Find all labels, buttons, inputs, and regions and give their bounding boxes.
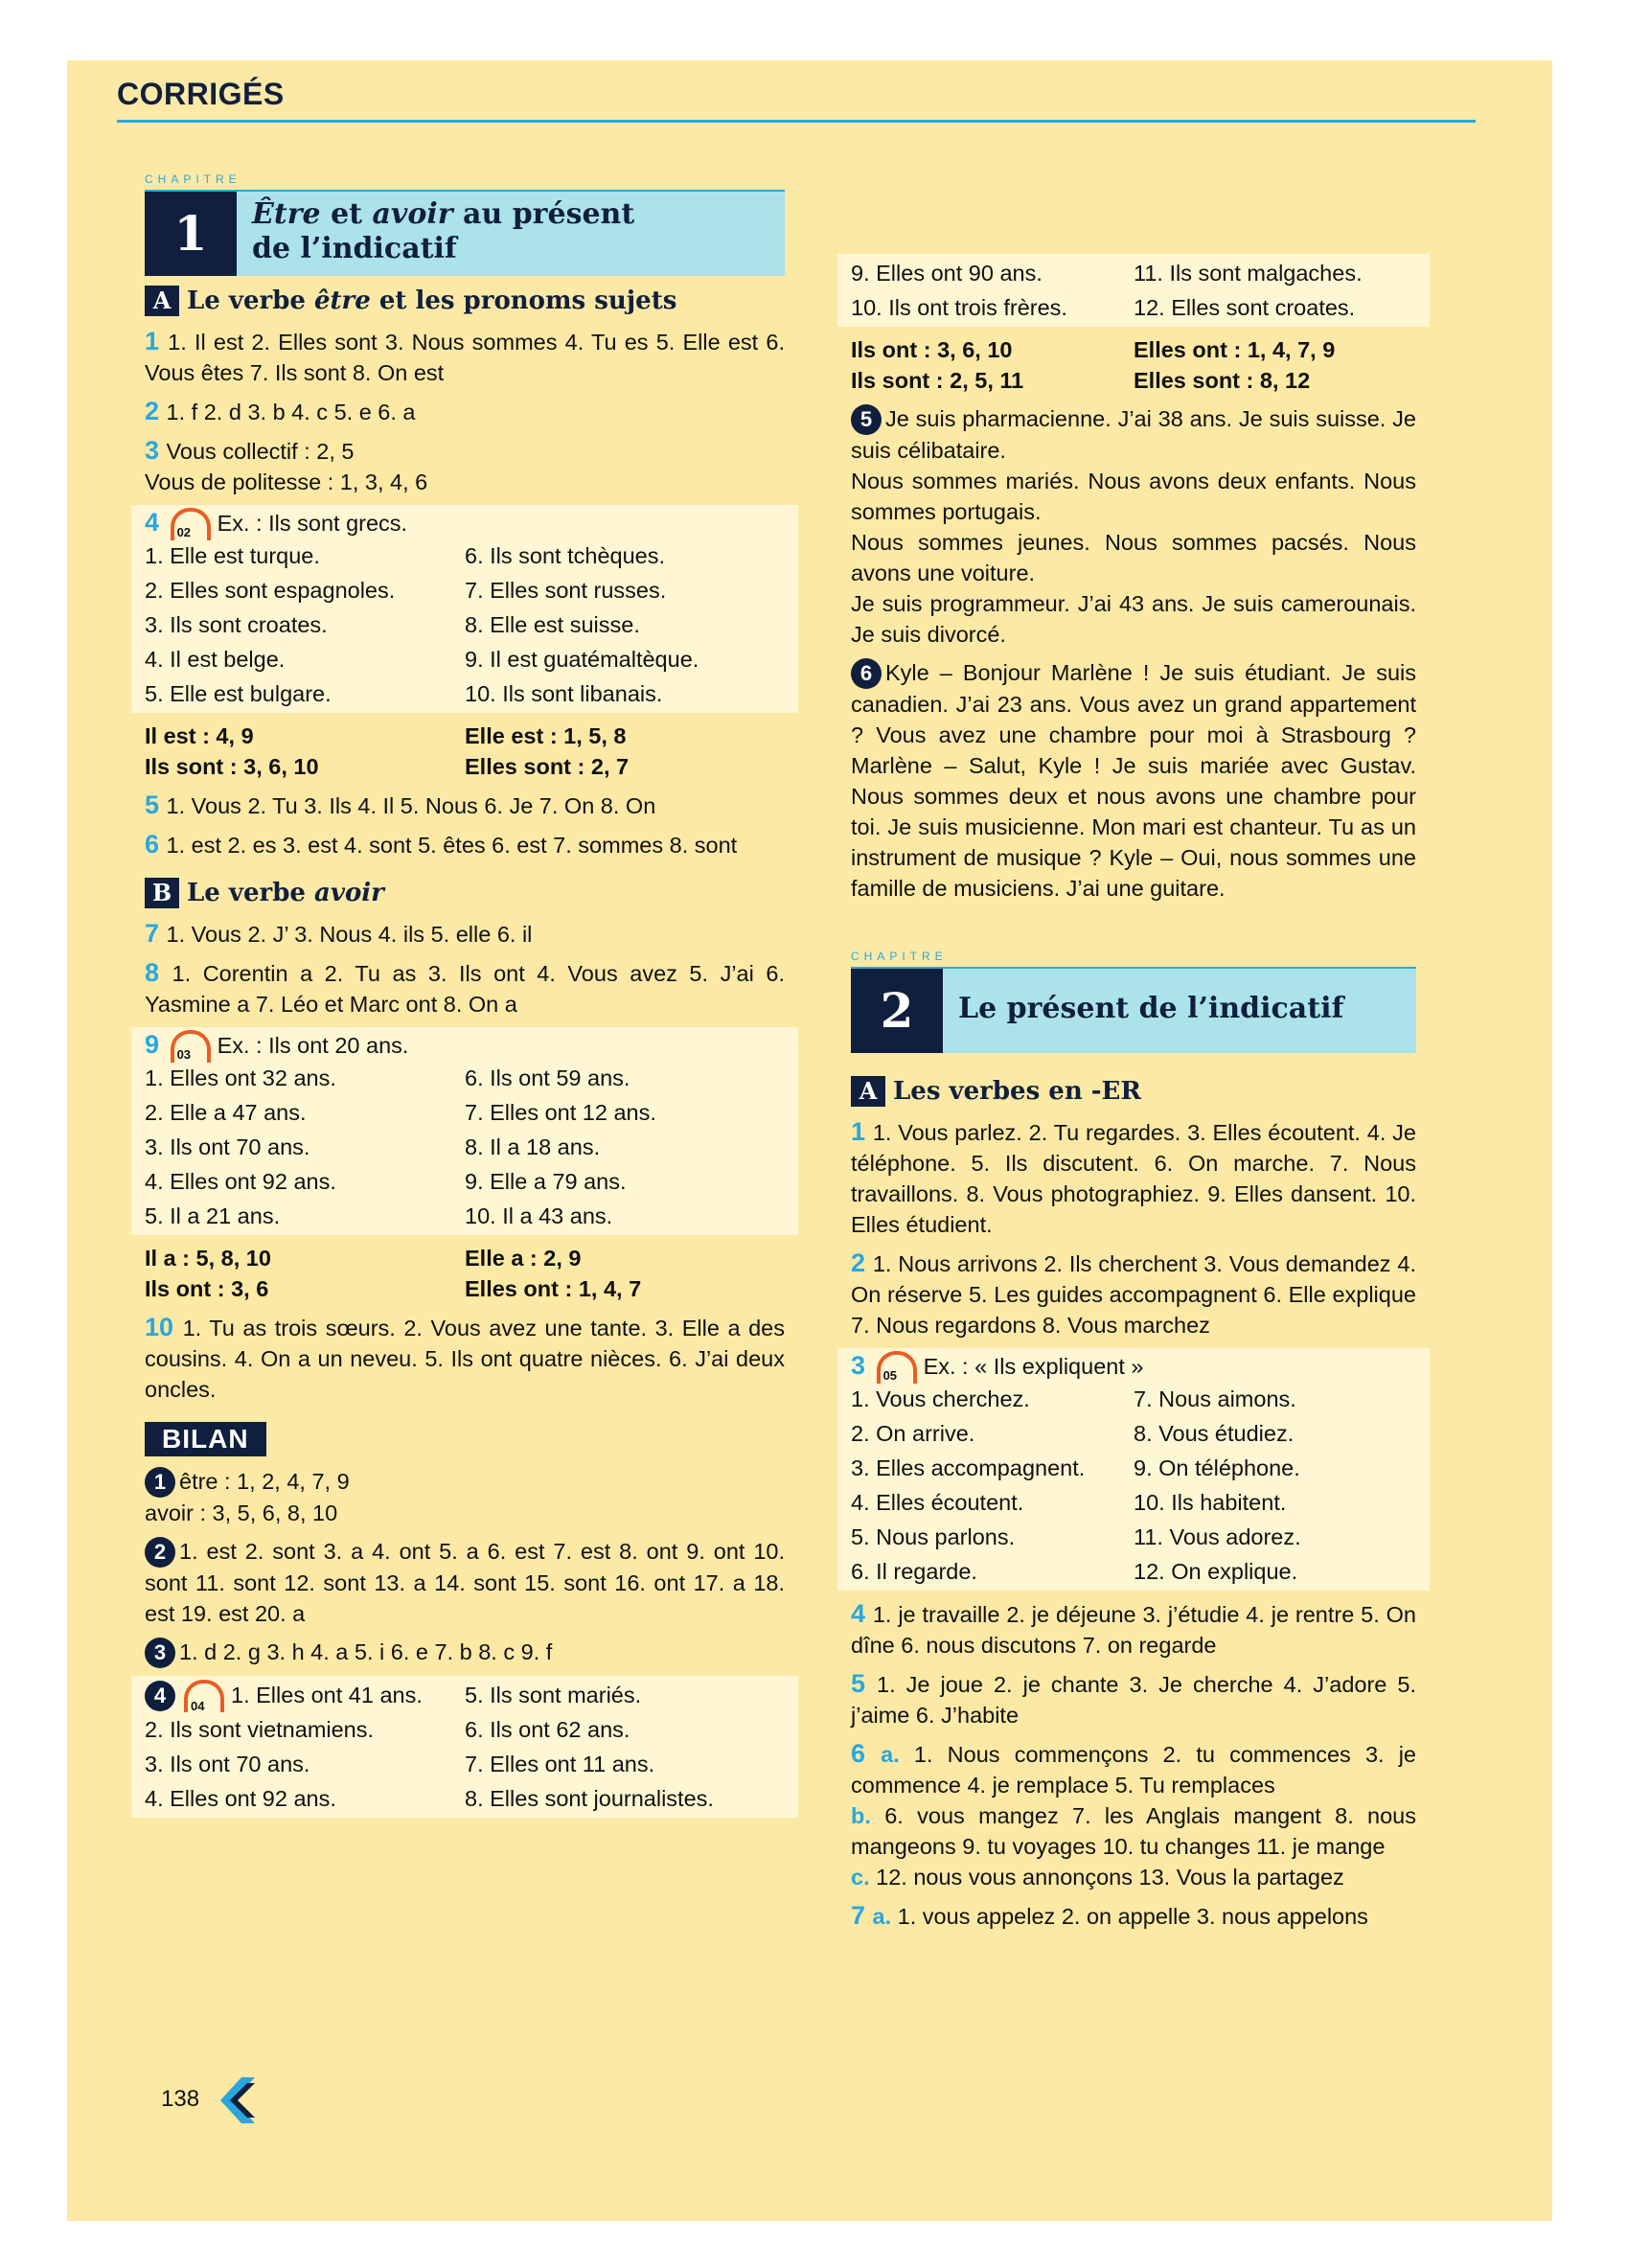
list-item: 11. Vous adorez. [1134,1524,1301,1549]
list-item: 8. Elles sont journalistes. [465,1786,714,1811]
chapter-number: 1 [145,192,237,276]
summary-item: Elle est : 1, 5, 8 [465,723,627,748]
header-rule [117,120,1476,123]
answer-4-block: 4 02 Ex. : Ils sont grecs. 1. Elle est turque. 6. Ils sont tchèques. 2. Elles sont espagnoles. 7. Elles sont russes. 3. Ils sont croates. 8. Elle est suisse. 4. Il est belge. 9. Il est guatémaltèque. 5. Elle est bulgare. 10. Ils sont libanais. [131,505,798,713]
ch2-answer-4: 4 1. je travaille 2. je déjeune 3. j’étudie 4. je rentre 5. On dîne 6. nous discutons 7. on regarde [851,1599,1416,1658]
bilan-3: 3 1. d 2. g 3. h 4. a 5. i 6. e 7. b 8. c 9. f [145,1637,785,1668]
list-item: 6. Il regarde. [851,1559,977,1584]
chevron-left-icon[interactable] [218,2077,259,2123]
list-item: 4. Elles écoutent. [851,1490,1024,1515]
list-item: 2. Elle a 47 ans. [145,1100,307,1125]
list-item: 4. Elles ont 92 ans. [145,1786,336,1811]
list-item: 9. Elle a 79 ans. [465,1169,627,1194]
headphones-icon: 04 [181,1680,225,1707]
answer-1: 1 1. Il est 2. Elles sont 3. Nous sommes 4. Tu es 5. Elle est 6. Vous êtes 7. Ils sont 8. On est [145,327,785,385]
summary-item: Elles sont : 8, 12 [1134,368,1311,393]
answer-9-summary [145,1243,785,1304]
list-item: 7. Nous aimons. [1134,1386,1296,1411]
page-title: CORRIGÉS [117,77,285,111]
list-item: 6. Ils sont tchèques. [465,543,666,568]
ch2-answer-1: 1 1. Vous parlez. 2. Tu regardes. 3. Elles écoutent. 4. Je téléphone. 5. Ils discutent. 6. On marche. 7. Nous travaillons. 8. Vous photographiez. 9. Elles dansent. 10. Elles étudient. [851,1117,1416,1237]
ch2-answer-6: 6 a. 1. Nous commençons 2. tu commences 3. je commence 4. je remplace 5. Tu remplaces b. 6. vous mangez 7. les Anglais mangent 8. nous mangeons 9. tu voyages 10. tu changes 11. je mange c. 12. nous vous annonçons 13. Vous la partagez [851,1739,1416,1890]
headphones-icon: 02 [168,508,212,535]
list-item: 5. Nous parlons. [851,1524,1016,1549]
section-a-heading-ch2: A Les verbes en -ER [851,1076,1416,1107]
list-item: 5. Elle est bulgare. [145,681,332,706]
list-item: 10. Il a 43 ans. [465,1203,613,1228]
ch2-answer-5: 5 1. Je joue 2. je chante 3. Je cherche 4. J’adore 5. j’aime 6. J’habite [851,1669,1416,1728]
ch2-answer-3-list [851,1382,1416,1589]
chapter-number: 2 [851,969,943,1053]
list-item: 3. Ils ont 70 ans. [145,1752,310,1776]
list-item: 7. Elles sont russes. [465,578,667,603]
summary-item: Il a : 5, 8, 10 [145,1246,271,1271]
list-item: 10. Ils sont libanais. [465,681,663,706]
answer-3: 3 Vous collectif : 2, 5 Vous de politesse : 1, 3, 4, 6 [145,436,428,494]
ch2-answer-3-block: 3 05 Ex. : « Ils expliquent » 1. Vous cherchez. 7. Nous aimons. 2. On arrive. 8. Vous étudiez. 3. Elles accompagnent. 9. On téléphone. 4. Elles écoutent. 10. Ils habitent. 5. Nous parlons. 11. Vous adorez. 6. Il regarde. 12. On explique. [837,1348,1430,1591]
answer-9-block: 9 03 Ex. : Ils ont 20 ans. 1. Elles ont 32 ans. 6. Ils ont 59 ans. 2. Elle a 47 ans. 7. Elles ont 12 ans. 3. Ils ont 70 ans. 8. Il a 18 ans. 4. Elles ont 92 ans. 9. Elle a 79 ans. 5. Il a 21 ans. 10. Il a 43 ans. [131,1027,798,1235]
bilan-1: 1 être : 1, 2, 4, 7, 9 avoir : 3, 5, 6, 8, 10 [145,1469,350,1525]
summary-item: Ils ont : 3, 6 [145,1276,269,1301]
headphones-icon: 05 [874,1351,918,1378]
list-item: 2. On arrive. [851,1421,975,1446]
ch2-answer-2: 2 1. Nous arrivons 2. Ils cherchent 3. Vous demandez 4. On réserve 5. Les guides accompagnent 6. Elle explique 7. Nous regardons 8. Vous marchez [851,1249,1416,1338]
answer-6-ch1: 6 Kyle – Bonjour Marlène ! Je suis étudiant. Je suis canadien. J’ai 23 ans. Vous avez un grand appartement ? Vous avez une chambre pour moi à Strasbourg ? Marlène – Salut, Kyle ! Je suis mariée avec Gustav. Nous sommes deux et nous avons une chambre pour toi. Je suis musicienne. Mon mari est chanteur. Tu as un instrument de musique ? Kyle – Oui, nous sommes une famille de musiciens. J’ai une guitare. [851,660,1416,901]
list-item: 4. Elles ont 92 ans. [145,1169,336,1194]
list-item: 7. Elles ont 12 ans. [465,1100,656,1125]
answer-4-summary [145,721,785,782]
answer-5-ch1: 5 Je suis pharmacienne. J’ai 38 ans. Je suis suisse. Je suis célibataire. Nous sommes mariés. Nous avons deux enfants. Nous sommes portugais. Nous sommes jeunes. Nous sommes pacsés. Nous avons une voiture. Je suis programmeur. J’ai 43 ans. Je suis camerounais. Je suis divorcé. [851,406,1416,647]
list-item: 8. Il a 18 ans. [465,1134,601,1159]
answer-6: 6 1. est 2. es 3. est 4. sont 5. êtes 6. est 7. sommes 8. sont [145,830,738,859]
answer-9-summary-2 [851,334,1416,396]
list-item: 9. Elles ont 90 ans. [851,261,1043,286]
list-item: 9. On téléphone. [1134,1455,1300,1480]
list-item: 9. Il est guatémaltèque. [465,647,699,672]
list-item: 3. Ils sont croates. [145,612,328,637]
summary-item: Ils ont : 3, 6, 10 [851,337,1013,362]
answer-4-list [145,538,785,711]
right-column-top [851,254,1416,1939]
summary-item: Elles sont : 2, 7 [465,754,630,779]
list-item: 6. Ils ont 62 ans. [465,1717,630,1742]
summary-item: Il est : 4, 9 [145,723,254,748]
list-item: 10. Ils ont trois frères. [851,295,1067,320]
bilan-heading: BILAN [145,1422,266,1456]
section-a-heading: A Le verbe être et les pronoms sujets [145,286,785,316]
summary-item: Elles ont : 1, 4, 7, 9 [1134,337,1336,362]
list-item: 4 04 1. Elles ont 41 ans. [145,1678,465,1712]
answer-5: 5 1. Vous 2. Tu 3. Ils 4. Il 5. Nous 6. Je 7. On 8. On [145,790,656,819]
left-column [145,172,785,1825]
answer-9-continued [837,254,1430,327]
answer-2: 2 1. f 2. d 3. b 4. c 5. e 6. a [145,397,416,425]
list-item: 8. Elle est suisse. [465,612,640,637]
page-number: 138 [161,2086,200,2112]
chapter-label: CHAPITRE [145,172,241,186]
list-item: 5. Il a 21 ans. [145,1203,281,1228]
ch2-answer-7: 7 a. 1. vous appelez 2. on appelle 3. nous appelons [851,1901,1368,1930]
answer-10: 10 1. Tu as trois sœurs. 2. Vous avez une tante. 3. Elle a des cousins. 4. On a un neveu. 5. Ils ont quatre nièces. 6. J’ai deux oncles. [145,1313,785,1402]
answer-7: 7 1. Vous 2. J’ 3. Nous 4. ils 5. elle 6. il [145,919,533,948]
list-item: 8. Vous étudiez. [1134,1421,1295,1446]
list-item: 3. Ils ont 70 ans. [145,1134,310,1159]
bilan-4-block [131,1676,798,1818]
list-item: 7. Elles ont 11 ans. [465,1752,655,1776]
chapter-title: Le présent de l’indicatif [958,992,1344,1025]
chapter-title: Être et avoir au présent de l’indicatif [252,197,635,265]
summary-item: Ils sont : 3, 6, 10 [145,754,319,779]
list-item: 2. Elles sont espagnoles. [145,578,396,603]
list-item: 10. Ils habitent. [1134,1490,1287,1515]
summary-item: Elle a : 2, 9 [465,1246,582,1271]
list-item: 2. Ils sont vietnamiens. [145,1717,375,1742]
list-item: 4. Il est belge. [145,647,286,672]
list-item: 3. Elles accompagnent. [851,1455,1086,1480]
list-item: 6. Ils ont 59 ans. [465,1065,630,1090]
list-item: 5. Ils sont mariés. [465,1683,642,1707]
headphones-icon: 03 [168,1030,212,1057]
list-item: 12. On explique. [1134,1559,1298,1584]
list-item: 12. Elles sont croates. [1134,295,1356,320]
bilan-4-list [145,1678,785,1816]
chapter-label: CHAPITRE [851,950,948,963]
chapter-1-header [145,190,785,276]
list-item: 1. Elles ont 32 ans. [145,1065,336,1090]
list-item: 1. Vous cherchez. [851,1386,1030,1411]
list-item: 1. Elle est turque. [145,543,320,568]
section-b-heading: B Le verbe avoir [145,878,785,908]
answer-9-list [145,1061,785,1233]
list-item: 11. Ils sont malgaches. [1134,261,1363,286]
answer-8: 8 1. Corentin a 2. Tu as 3. Ils ont 4. Vous avez 5. J’ai 6. Yasmine a 7. Léo et Marc ont 8. On a [145,958,785,1017]
summary-item: Ils sont : 2, 5, 11 [851,368,1024,393]
bilan-2: 2 1. est 2. sont 3. a 4. ont 5. a 6. est 7. est 8. ont 9. ont 10. sont 11. sont 12. sont 13. a 14. sont 15. sont 16. ont 17. a 18. est 19. est 20. a [145,1539,785,1626]
chapter-2-header [851,967,1416,1053]
summary-item: Elles ont : 1, 4, 7 [465,1276,642,1301]
